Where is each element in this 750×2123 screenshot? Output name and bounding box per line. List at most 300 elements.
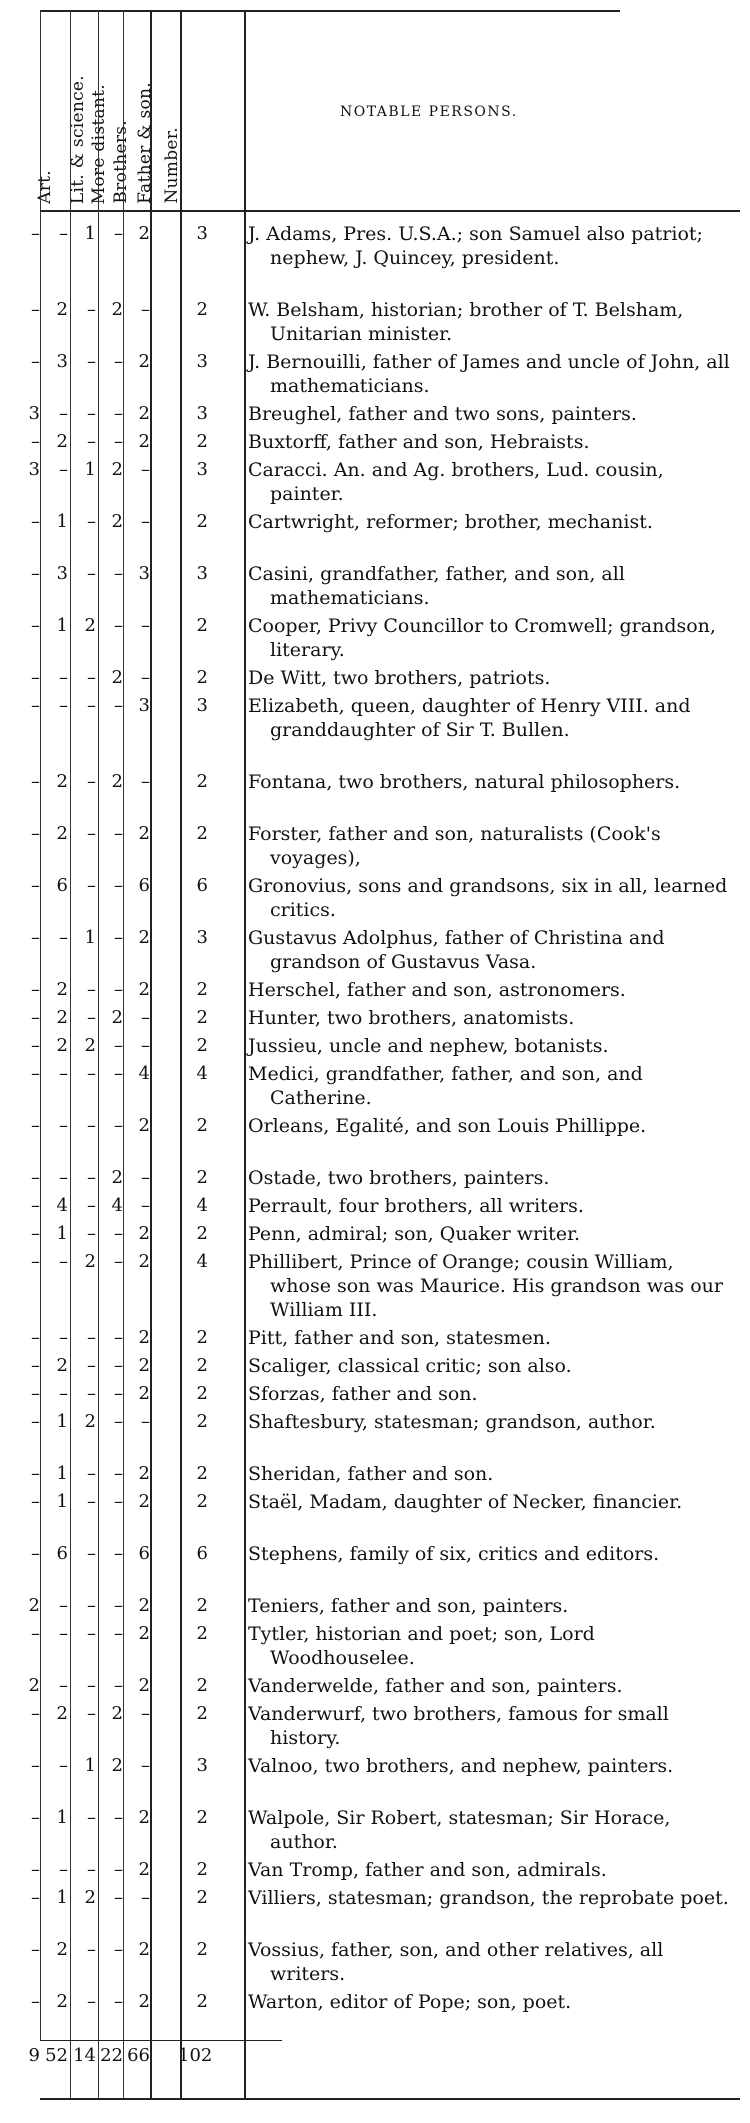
cell-number: 2	[196, 1675, 208, 1696]
cell-brothers: –	[114, 1035, 123, 1056]
cell-father: –	[141, 1755, 150, 1776]
cell-father: 2	[138, 1491, 150, 1512]
cell-art: –	[31, 771, 40, 792]
person-description: Walpole, Sir Robert, statesman; Sir Horace, author.	[248, 1807, 671, 1853]
cell-distant: –	[87, 771, 96, 792]
cell-art: –	[31, 1251, 40, 1272]
cell-father: –	[141, 511, 150, 532]
cell-art: –	[31, 1411, 40, 1432]
cell-art: 3	[28, 459, 40, 480]
cell-brothers: –	[114, 695, 123, 716]
cell-lit: 2	[56, 979, 68, 1000]
cell-distant: –	[87, 1623, 96, 1644]
cell-lit: 2	[56, 1007, 68, 1028]
cell-art: –	[31, 511, 40, 532]
cell-brothers: –	[114, 1543, 123, 1564]
cell-art: 2	[28, 1675, 40, 1696]
person-description: Herschel, father and son, astronomers.	[248, 979, 626, 1001]
person-description: Gronovius, sons and grandsons, six in all, learned critics.	[248, 875, 728, 921]
cell-art: –	[31, 927, 40, 948]
cell-father: 6	[138, 1543, 150, 1564]
cell-art: 2	[28, 1595, 40, 1616]
cell-lit: 2	[56, 1355, 68, 1376]
cell-distant: –	[87, 511, 96, 532]
cell-father: 4	[138, 1063, 150, 1084]
header-art-label: Art.	[35, 170, 55, 204]
cell-father: 2	[138, 1223, 150, 1244]
cell-distant: –	[87, 1703, 96, 1724]
cell-distant: –	[87, 431, 96, 452]
person-description: J. Bernouilli, father of James and uncle of John, all mathematicians.	[248, 351, 730, 397]
person-description: Sheridan, father and son.	[248, 1463, 494, 1485]
cell-father: –	[141, 1411, 150, 1432]
cell-number: 2	[196, 1463, 208, 1484]
cell-lit: 2	[56, 823, 68, 844]
cell-lit: –	[59, 1383, 68, 1404]
cell-father: –	[141, 1703, 150, 1724]
cell-lit: 1	[56, 1491, 68, 1512]
cell-number: 2	[196, 979, 208, 1000]
cell-number: 2	[196, 1887, 208, 1908]
cell-art: –	[31, 1115, 40, 1136]
person-description: Shaftesbury, statesman; grandson, author.	[248, 1411, 656, 1433]
person-description: J. Adams, Pres. U.S.A.; son Samuel also patriot; nephew, J. Quincey, president.	[248, 223, 703, 269]
person-description: W. Belsham, historian; brother of T. Belsham, Unitarian minister.	[248, 299, 684, 345]
cell-father: 2	[138, 431, 150, 452]
person-description: Elizabeth, queen, daughter of Henry VIII. and granddaughter of Sir T. Bullen.	[248, 695, 691, 741]
cell-lit: –	[59, 1251, 68, 1272]
cell-distant: –	[87, 403, 96, 424]
cell-distant: 2	[84, 1887, 96, 1908]
person-description: Breughel, father and two sons, painters.	[248, 403, 637, 425]
cell-father: 2	[138, 1383, 150, 1404]
cell-number: 2	[196, 431, 208, 452]
cell-number: 4	[196, 1195, 208, 1216]
cell-distant: –	[87, 1463, 96, 1484]
cell-brothers: –	[114, 1327, 123, 1348]
cell-brothers: –	[114, 875, 123, 896]
cell-art: –	[31, 1623, 40, 1644]
cell-lit: 2	[56, 771, 68, 792]
cell-distant: 1	[84, 459, 96, 480]
cell-distant: –	[87, 1491, 96, 1512]
cell-distant: –	[87, 351, 96, 372]
cell-brothers: –	[114, 351, 123, 372]
total-father: 66	[127, 2045, 150, 2066]
cell-distant: 2	[84, 1035, 96, 1056]
cell-brothers: –	[114, 823, 123, 844]
person-description: Pitt, father and son, statesmen.	[248, 1327, 551, 1349]
cell-brothers: –	[114, 1675, 123, 1696]
cell-lit: 2	[56, 299, 68, 320]
cell-brothers: –	[114, 615, 123, 636]
cell-art: –	[31, 1355, 40, 1376]
cell-number: 2	[196, 1411, 208, 1432]
cell-number: 2	[196, 1491, 208, 1512]
cell-number: 3	[196, 563, 208, 584]
cell-art: –	[31, 1063, 40, 1084]
person-description: Penn, admiral; son, Quaker writer.	[248, 1223, 581, 1245]
cell-lit: –	[59, 1595, 68, 1616]
cell-art: –	[31, 1167, 40, 1188]
cell-father: 2	[138, 1807, 150, 1828]
person-description: Medici, grandfather, father, and son, and Catherine.	[248, 1063, 643, 1109]
totals-rule	[40, 2040, 282, 2041]
person-description: Phillibert, Prince of Orange; cousin William, whose son was Maurice. His grandson was our William III.	[248, 1251, 723, 1321]
cell-lit: –	[59, 927, 68, 948]
cell-father: 2	[138, 223, 150, 244]
cell-father: –	[141, 771, 150, 792]
cell-father: 2	[138, 1463, 150, 1484]
cell-father: –	[141, 1167, 150, 1188]
cell-art: –	[31, 351, 40, 372]
cell-lit: 2	[56, 1703, 68, 1724]
cell-distant: –	[87, 1327, 96, 1348]
cell-number: 2	[196, 667, 208, 688]
cell-number: 2	[196, 1859, 208, 1880]
cell-brothers: –	[114, 1807, 123, 1828]
cell-lit: 1	[56, 1887, 68, 1908]
cell-lit: –	[59, 1327, 68, 1348]
total-distant: 14	[73, 2045, 96, 2066]
cell-lit: –	[59, 1167, 68, 1188]
cell-number: 6	[196, 1543, 208, 1564]
cell-lit: –	[59, 1755, 68, 1776]
cell-father: –	[141, 1035, 150, 1056]
cell-brothers: 2	[111, 771, 123, 792]
cell-number: 2	[196, 1703, 208, 1724]
header-number	[157, 12, 187, 208]
cell-distant: –	[87, 1939, 96, 1960]
table-title: NOTABLE PERSONS.	[340, 104, 518, 120]
person-description: Gustavus Adolphus, father of Christina and grandson of Gustavus Vasa.	[248, 927, 665, 973]
cell-art: –	[31, 1703, 40, 1724]
cell-distant: –	[87, 823, 96, 844]
cell-number: 4	[196, 1063, 208, 1084]
cell-number: 2	[196, 1327, 208, 1348]
person-description: Scaliger, classical critic; son also.	[248, 1355, 572, 1377]
cell-lit: –	[59, 1115, 68, 1136]
person-description: Sforzas, father and son.	[248, 1383, 478, 1405]
cell-art: –	[31, 1491, 40, 1512]
cell-lit: 2	[56, 431, 68, 452]
cell-art: –	[31, 615, 40, 636]
cell-brothers: –	[114, 431, 123, 452]
cell-brothers: –	[114, 1491, 123, 1512]
cell-distant: –	[87, 1063, 96, 1084]
cell-brothers: –	[114, 1939, 123, 1960]
cell-lit: –	[59, 403, 68, 424]
cell-distant: 1	[84, 927, 96, 948]
cell-father: –	[141, 1195, 150, 1216]
cell-father: 2	[138, 1991, 150, 2012]
cell-brothers: 2	[111, 667, 123, 688]
cell-distant: –	[87, 875, 96, 896]
cell-brothers: –	[114, 1063, 123, 1084]
cell-distant: –	[87, 1675, 96, 1696]
cell-father: 2	[138, 979, 150, 1000]
cell-art: –	[31, 823, 40, 844]
cell-distant: –	[87, 1807, 96, 1828]
cell-brothers: –	[114, 1595, 123, 1616]
cell-number: 4	[196, 1251, 208, 1272]
cell-distant: 1	[84, 1755, 96, 1776]
total-number: 102	[178, 2045, 213, 2066]
person-description: Villiers, statesman; grandson, the reprobate poet.	[248, 1887, 729, 1909]
person-description: Van Tromp, father and son, admirals.	[248, 1859, 607, 1881]
cell-distant: –	[87, 1859, 96, 1880]
cell-distant: –	[87, 695, 96, 716]
cell-father: –	[141, 459, 150, 480]
cell-distant: –	[87, 1383, 96, 1404]
person-description: De Witt, two brothers, patriots.	[248, 667, 551, 689]
cell-father: 2	[138, 927, 150, 948]
cell-brothers: –	[114, 1115, 123, 1136]
cell-brothers: 2	[111, 299, 123, 320]
cell-number: 2	[196, 1623, 208, 1644]
cell-brothers: –	[114, 563, 123, 584]
cell-brothers: 4	[111, 1195, 123, 1216]
cell-lit: 3	[56, 351, 68, 372]
person-description: Teniers, father and son, painters.	[248, 1595, 569, 1617]
column-divider	[150, 10, 152, 2100]
cell-brothers: –	[114, 1991, 123, 2012]
person-description: Buxtorff, father and son, Hebraists.	[248, 431, 590, 453]
cell-art: –	[31, 1755, 40, 1776]
cell-distant: –	[87, 1167, 96, 1188]
cell-art: –	[31, 1383, 40, 1404]
cell-art: –	[31, 563, 40, 584]
cell-lit: –	[59, 695, 68, 716]
cell-father: 2	[138, 1939, 150, 1960]
cell-father: –	[141, 667, 150, 688]
person-description: Vanderwurf, two brothers, famous for small history.	[248, 1703, 669, 1749]
header-rule	[40, 210, 740, 212]
total-brothers: 22	[100, 2045, 123, 2066]
cell-art: –	[31, 1991, 40, 2012]
cell-father: 2	[138, 351, 150, 372]
header-brothers-label: Brothers.	[111, 120, 131, 204]
cell-distant: –	[87, 563, 96, 584]
cell-art: –	[31, 667, 40, 688]
bottom-rule	[40, 2098, 740, 2100]
cell-lit: –	[59, 1675, 68, 1696]
cell-lit: –	[59, 1623, 68, 1644]
person-description: Forster, father and son, naturalists (Cook's voyages),	[248, 823, 661, 869]
cell-distant: 2	[84, 1251, 96, 1272]
cell-distant: –	[87, 979, 96, 1000]
person-description: Warton, editor of Pope; son, poet.	[248, 1991, 572, 2013]
person-description: Staël, Madam, daughter of Necker, financier.	[248, 1491, 683, 1513]
cell-distant: –	[87, 667, 96, 688]
person-description: Jussieu, uncle and nephew, botanists.	[248, 1035, 609, 1057]
cell-father: 6	[138, 875, 150, 896]
cell-brothers: 2	[111, 1703, 123, 1724]
cell-distant: –	[87, 1543, 96, 1564]
cell-number: 2	[196, 771, 208, 792]
cell-distant: 1	[84, 223, 96, 244]
cell-art: –	[31, 1463, 40, 1484]
header-number-label: Number.	[162, 127, 182, 204]
cell-number: 2	[196, 823, 208, 844]
cell-number: 2	[196, 1991, 208, 2012]
cell-number: 2	[196, 299, 208, 320]
cell-number: 2	[196, 615, 208, 636]
cell-art: –	[31, 875, 40, 896]
cell-number: 2	[196, 1595, 208, 1616]
cell-brothers: –	[114, 1623, 123, 1644]
cell-distant: 2	[84, 615, 96, 636]
cell-brothers: –	[114, 223, 123, 244]
cell-distant: –	[87, 1355, 96, 1376]
cell-father: 2	[138, 823, 150, 844]
person-description: Vanderwelde, father and son, painters.	[248, 1675, 623, 1697]
cell-art: –	[31, 1223, 40, 1244]
cell-lit: 6	[56, 1543, 68, 1564]
cell-art: –	[31, 695, 40, 716]
cell-father: 2	[138, 1355, 150, 1376]
cell-number: 3	[196, 1755, 208, 1776]
cell-number: 6	[196, 875, 208, 896]
cell-art: 3	[28, 403, 40, 424]
cell-number: 2	[196, 1355, 208, 1376]
cell-number: 2	[196, 1223, 208, 1244]
cell-father: 2	[138, 1859, 150, 1880]
cell-number: 3	[196, 403, 208, 424]
cell-distant: 2	[84, 1411, 96, 1432]
cell-father: –	[141, 615, 150, 636]
person-description: Valnoo, two brothers, and nephew, painters.	[248, 1755, 674, 1777]
cell-lit: –	[59, 667, 68, 688]
cell-lit: 1	[56, 1463, 68, 1484]
cell-father: 2	[138, 1623, 150, 1644]
cell-art: –	[31, 1195, 40, 1216]
cell-art: –	[31, 431, 40, 452]
header-father	[130, 12, 160, 208]
cell-lit: 3	[56, 563, 68, 584]
person-description: Hunter, two brothers, anatomists.	[248, 1007, 575, 1029]
cell-lit: 1	[56, 511, 68, 532]
cell-lit: –	[59, 223, 68, 244]
cell-brothers: –	[114, 1251, 123, 1272]
cell-art: –	[31, 1327, 40, 1348]
cell-lit: –	[59, 459, 68, 480]
header-distant-label: More distant.	[89, 83, 109, 204]
cell-brothers: 2	[111, 1167, 123, 1188]
cell-lit: 1	[56, 615, 68, 636]
cell-father: –	[141, 1887, 150, 1908]
cell-brothers: 2	[111, 1007, 123, 1028]
cell-distant: –	[87, 1595, 96, 1616]
cell-father: 2	[138, 1327, 150, 1348]
cell-brothers: 2	[111, 459, 123, 480]
cell-number: 3	[196, 223, 208, 244]
cell-brothers: –	[114, 1383, 123, 1404]
person-description: Ostade, two brothers, painters.	[248, 1167, 550, 1189]
cell-brothers: –	[114, 1887, 123, 1908]
cell-brothers: 2	[111, 1755, 123, 1776]
header-art	[30, 12, 60, 208]
cell-number: 2	[196, 1115, 208, 1136]
total-lit: 52	[45, 2045, 68, 2066]
person-description: Orleans, Egalité, and son Louis Phillippe.	[248, 1115, 647, 1137]
cell-art: –	[31, 1859, 40, 1880]
cell-art: –	[31, 1807, 40, 1828]
person-description: Stephens, family of six, critics and editors.	[248, 1543, 660, 1565]
cell-distant: –	[87, 1007, 96, 1028]
cell-brothers: –	[114, 403, 123, 424]
cell-brothers: –	[114, 1463, 123, 1484]
person-description: Perrault, four brothers, all writers.	[248, 1195, 584, 1217]
cell-number: 3	[196, 695, 208, 716]
cell-lit: –	[59, 1859, 68, 1880]
cell-father: 2	[138, 1251, 150, 1272]
cell-number: 3	[196, 927, 208, 948]
cell-lit: 2	[56, 1939, 68, 1960]
cell-father: 2	[138, 1595, 150, 1616]
cell-lit: 1	[56, 1223, 68, 1244]
cell-art: –	[31, 1007, 40, 1028]
cell-art: –	[31, 1035, 40, 1056]
header-lit-label: Lit. & science.	[68, 74, 88, 204]
person-description: Tytler, historian and poet; son, Lord Woodhouselee.	[248, 1623, 595, 1669]
cell-lit: 1	[56, 1411, 68, 1432]
cell-distant: –	[87, 299, 96, 320]
cell-father: 2	[138, 1115, 150, 1136]
cell-brothers: –	[114, 1411, 123, 1432]
cell-brothers: –	[114, 1859, 123, 1880]
cell-brothers: –	[114, 1223, 123, 1244]
cell-number: 3	[196, 351, 208, 372]
cell-father: 2	[138, 403, 150, 424]
person-description: Cooper, Privy Councillor to Cromwell; grandson, literary.	[248, 615, 716, 661]
cell-father: –	[141, 1007, 150, 1028]
cell-lit: 2	[56, 1035, 68, 1056]
person-description: Cartwright, reformer; brother, mechanist.	[248, 511, 653, 533]
cell-number: 2	[196, 1939, 208, 1960]
cell-father: 2	[138, 1675, 150, 1696]
cell-distant: –	[87, 1991, 96, 2012]
column-divider	[244, 10, 246, 2100]
cell-number: 3	[196, 459, 208, 480]
cell-father: –	[141, 299, 150, 320]
cell-father: 3	[138, 563, 150, 584]
cell-father: 3	[138, 695, 150, 716]
cell-lit: 1	[56, 1807, 68, 1828]
cell-number: 2	[196, 1035, 208, 1056]
person-description: Casini, grandfather, father, and son, all mathematicians.	[248, 563, 625, 609]
person-description: Caracci. An. and Ag. brothers, Lud. cousin, painter.	[248, 459, 664, 505]
cell-lit: 6	[56, 875, 68, 896]
cell-number: 2	[196, 1807, 208, 1828]
cell-number: 2	[196, 1167, 208, 1188]
cell-brothers: 2	[111, 511, 123, 532]
cell-art: –	[31, 1939, 40, 1960]
cell-brothers: –	[114, 979, 123, 1000]
person-description: Fontana, two brothers, natural philosophers.	[248, 771, 681, 793]
cell-number: 2	[196, 511, 208, 532]
header-father-label: Father & son.	[135, 82, 155, 204]
total-art: 9	[28, 2045, 40, 2066]
cell-distant: –	[87, 1115, 96, 1136]
cell-lit: 4	[56, 1195, 68, 1216]
cell-lit: 2	[56, 1991, 68, 2012]
cell-number: 2	[196, 1007, 208, 1028]
cell-art: –	[31, 299, 40, 320]
cell-art: –	[31, 979, 40, 1000]
cell-distant: –	[87, 1195, 96, 1216]
cell-lit: –	[59, 1063, 68, 1084]
